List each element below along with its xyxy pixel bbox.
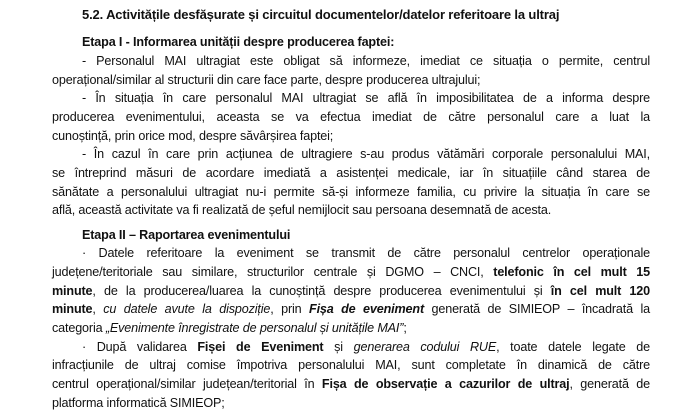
bold-run: Fișei de Eveniment: [197, 340, 324, 354]
paragraph-line: [52, 282, 650, 300]
text-run: , generată de: [569, 377, 650, 391]
paragraph-line: - În cazul în care prin acțiunea de ultragiere s-au produs vătămări corporale personalului MAI,: [82, 147, 650, 161]
paragraph-line: află, această activitate va fi realizată de șeful nemijlocit sau persoana desemnată de acesta.: [52, 203, 552, 217]
paragraph-line: [52, 319, 650, 337]
paragraph-line: [52, 375, 650, 393]
paragraph-line: cunoștință, prin orice mod, despre săvârșirea faptei;: [52, 129, 334, 143]
italic-run: cu datele avute la dispoziție: [103, 302, 271, 316]
bold-run: telefonic în cel mult 15: [493, 265, 650, 279]
section-title: 5.2. Activitățile desfășurate și circuitul documentelor/datelor referitoare la ultraj: [82, 7, 560, 22]
paragraph-line: [52, 300, 650, 318]
paragraph-line: - În situația în care personalul MAI ultragiat se află în imposibilitatea de a informa despre: [82, 91, 650, 105]
text-run: ,: [92, 302, 104, 316]
bold-run: minute: [52, 302, 93, 316]
paragraph-line: sănătate a personalului ultragiat nu-i permite să-și informeze familia, cu privire la situația în care se: [52, 185, 650, 199]
text-run: și: [323, 340, 354, 354]
text-run: , de la producerea/luarea la cunoștință despre producerea evenimentului și: [92, 284, 551, 298]
paragraph-line: [82, 338, 650, 356]
text-run: · După validarea: [82, 340, 198, 354]
text-run: ;: [403, 321, 407, 335]
paragraph-line: - Personalul MAI ultragiat este obligat să informeze, imediat ce situația o permite, centrul: [82, 54, 650, 68]
text-run: , prin: [270, 302, 310, 316]
paragraph-line: platforma informatică SIMIEOP;: [52, 396, 225, 410]
italic-run: „Evenimente înregistrate de personalul și unitățile MAI”: [105, 321, 404, 335]
bold-run: minute: [52, 284, 93, 298]
bold-run: în cel mult 120: [550, 284, 650, 298]
bold-italic-run: Fișa de eveniment: [309, 302, 424, 316]
paragraph-line: producerea evenimentului, aceasta se va efectua imediat de către personalul care a luat la: [52, 110, 650, 124]
text-run: categoria: [52, 321, 106, 335]
paragraph-line: [52, 263, 650, 281]
text-run: județene/teritoriale sau similare, structurilor centrale și DGMO – CNCI,: [52, 265, 494, 279]
text-run: centrul operațional/similar județean/teritorial în: [52, 377, 322, 391]
paragraph-line: infracțiunile de ultraj comise împotriva personalului MAI, sunt completate în dinamică de către: [52, 358, 650, 372]
paragraph-line: · Datele referitoare la eveniment se transmit de către personalul centrelor operaționale: [82, 246, 650, 260]
text-run: generată de SIMIEOP – încadrată la: [424, 302, 650, 316]
paragraph-line: operațional/similar al structurii din care face parte, despre producerea ultrajului;: [52, 73, 481, 87]
stage1-heading: Etapa I - Informarea unității despre producerea faptei:: [82, 35, 395, 49]
paragraph-line: se întreprind măsuri de acordare imediată a asistenței medicale, iar în situațiile când starea de: [52, 166, 650, 180]
bold-run: Fișa de observație a cazurilor de ultraj: [321, 377, 570, 391]
stage2-heading: Etapa II – Raportarea evenimentului: [82, 228, 291, 242]
italic-run: generarea codului RUE: [353, 340, 497, 354]
text-run: , toate datele legate de: [496, 340, 651, 354]
